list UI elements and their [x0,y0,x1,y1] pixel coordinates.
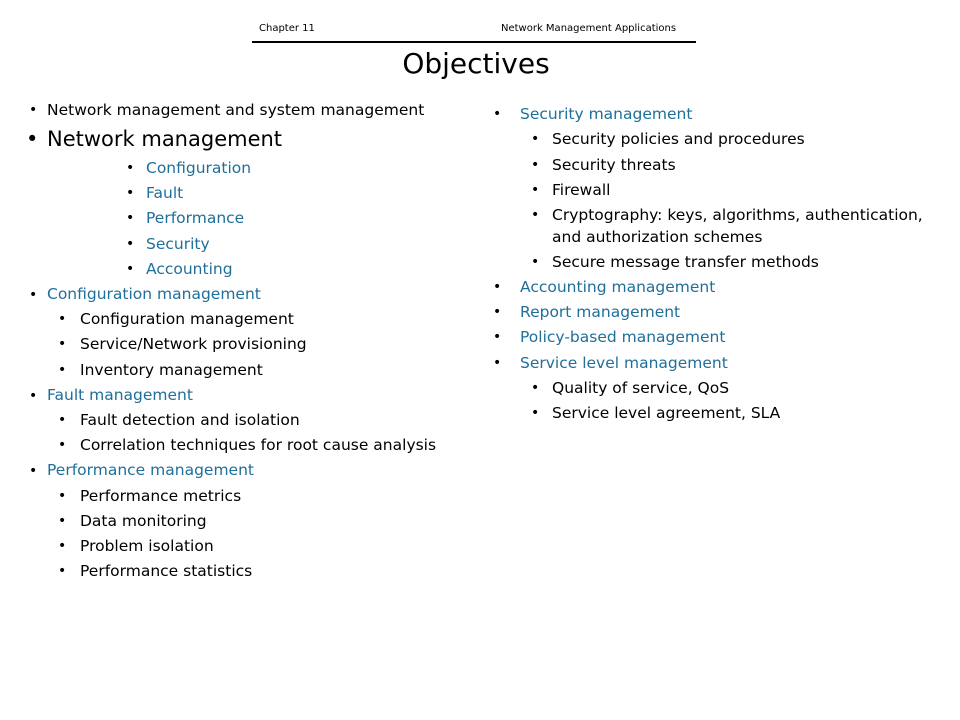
performance-subitem: Performance statistics [80,562,253,580]
bullet: • [531,405,540,421]
performance-subitem: Data monitoring [80,512,207,530]
nm-subitem-performance: Performance [146,209,245,227]
bullet: • [531,157,540,173]
book-title: Network Management Applications [501,23,677,34]
security-subitem: Firewall [552,181,611,199]
bullet: • [126,185,135,201]
nm-subitem-accounting: Accounting [146,260,233,278]
chapter-label: Chapter 11 [259,23,315,34]
bullet: • [29,102,38,118]
performance-subitem: Performance metrics [80,487,242,505]
bullet: • [531,182,540,198]
sla-subitem: Service level agreement, SLA [552,404,781,422]
bullet: • [58,362,67,378]
bullet: • [493,106,502,122]
bullet: • [29,463,38,479]
bullet: • [58,563,67,579]
configuration-management-heading: Configuration management [47,285,261,303]
bullet: • [58,488,67,504]
nm-subitem-configuration: Configuration [146,159,252,177]
bullet: • [58,311,67,327]
bullet: • [58,336,67,352]
performance-subitem: Problem isolation [80,537,214,555]
header-divider [252,41,696,43]
bullet: • [29,287,38,303]
nm-subitem-fault: Fault [146,184,184,202]
fault-management-heading: Fault management [47,386,193,404]
config-subitem: Configuration management [80,310,294,328]
accounting-management-heading: Accounting management [520,278,716,296]
security-subitem: Cryptography: keys, algorithms, authentication, [552,206,923,224]
bullet: • [126,210,135,226]
security-management-heading: Security management [520,105,693,123]
bullet: • [58,513,67,529]
list-item-network-and-system-management: Network management and system management [47,101,425,119]
nm-subitem-security: Security [146,235,210,253]
bullet: • [126,160,135,176]
security-subitem: Security threats [552,156,676,174]
bullet: • [126,261,135,277]
bullet: • [531,131,540,147]
service-level-management-heading: Service level management [520,354,728,372]
bullet: • [58,412,67,428]
config-subitem: Inventory management [80,361,263,379]
bullet: • [29,388,38,404]
bullet: • [493,279,502,295]
bullet: • [58,437,67,453]
performance-management-heading: Performance management [47,461,254,479]
list-item-network-management: Network management [47,127,283,151]
bullet: • [126,236,135,252]
bullet: • [531,254,540,270]
bullet: • [493,329,502,345]
bullet: • [58,538,67,554]
report-management-heading: Report management [520,303,681,321]
bullet: • [493,304,502,320]
policy-based-management-heading: Policy-based management [520,328,726,346]
slide-title: Objectives [402,47,550,80]
sla-subitem: Quality of service, QoS [552,379,730,397]
fault-subitem: Correlation techniques for root cause analysis [80,436,437,454]
bullet: • [531,380,540,396]
config-subitem: Service/Network provisioning [80,335,307,353]
bullet: • [531,207,540,223]
security-subitem: Security policies and procedures [552,130,805,148]
security-subitem: Secure message transfer methods [552,253,819,271]
bullet: • [26,127,39,151]
fault-subitem: Fault detection and isolation [80,411,300,429]
security-subitem-continuation: and authorization schemes [552,228,763,246]
bullet: • [493,355,502,371]
